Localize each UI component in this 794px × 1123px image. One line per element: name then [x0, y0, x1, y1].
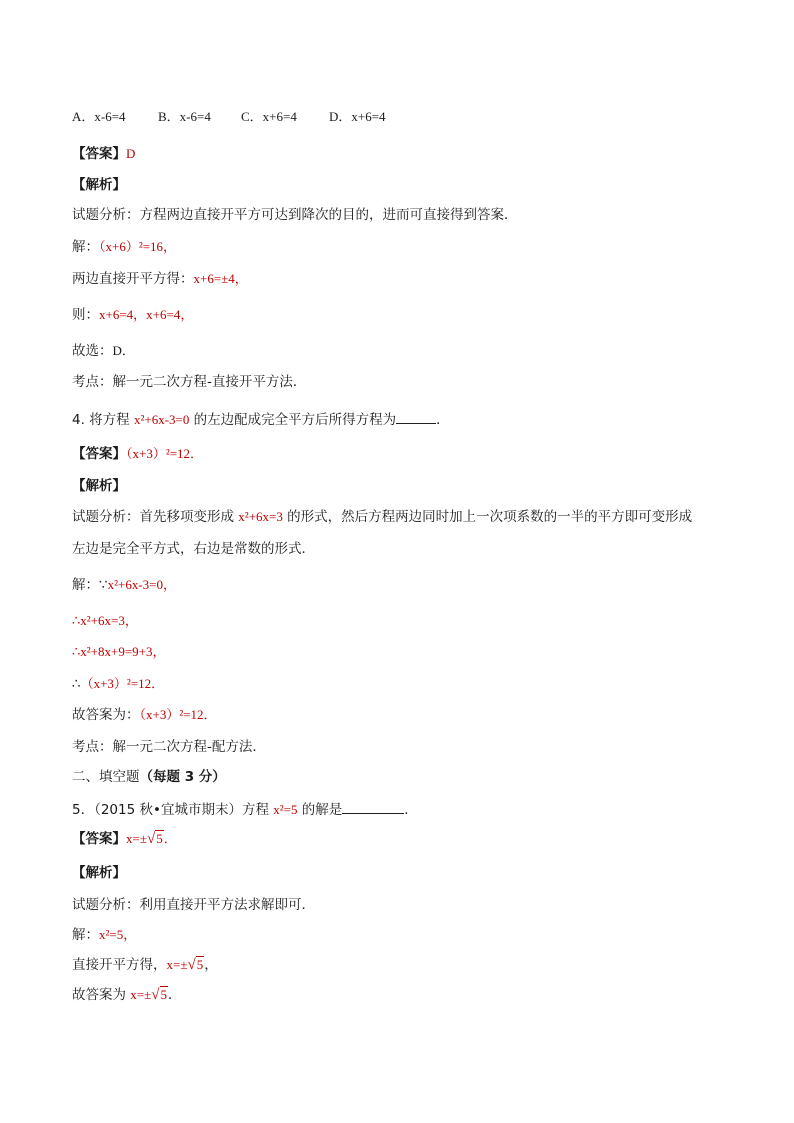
sqrt-symbol: √5 [151, 987, 167, 1003]
q4-answer-blank [396, 410, 436, 424]
answer-value: x=±√5． [126, 831, 177, 847]
q3-kaodian: 考点：解一元二次方程-直接开平方法． [72, 374, 307, 390]
section-title: 二、填空题（每题 3 分） [72, 769, 226, 785]
q4-solution-line-3: ∴x²+8x+9=9+3， [72, 644, 166, 659]
q4-analysis-tag: 【解析】 [72, 478, 126, 494]
q3-option-b: B．x-6=4 [158, 109, 211, 124]
q4-solution-line-1: 解：∵x²+6x-3=0， [72, 577, 176, 593]
q4-stem: 4. 将方程 x²+6x-3=0 的左边配成完全平方后所得方程为 ． [72, 412, 450, 428]
q4-answer-line [72, 445, 203, 463]
q3-option-c: C．x+6=4 [241, 109, 297, 124]
q4-final-line: 故答案为：（x+3）²=12． [72, 707, 217, 723]
q3-step1-line: 两边直接开平方得：x+6=±4， [72, 271, 248, 287]
q3-option-d: D．x+6=4 [329, 109, 386, 124]
q4-analysis-text-2: 左边是完全平方式，右边是常数的形式． [72, 541, 315, 557]
q5-stem: 5．（2015 秋•宜城市期末）方程 x²=5 的解是 ． [72, 802, 418, 818]
q3-option-a: A．x-6=4 [72, 109, 126, 124]
answer-value: D [126, 146, 136, 161]
q5-answer-blank [342, 800, 404, 814]
q5-answer-line [72, 830, 177, 848]
q5-final-line: 故答案为 x=±√5． [72, 987, 182, 1003]
answer-value: （x+3）²=12． [126, 446, 204, 461]
q3-answer-line [72, 145, 135, 163]
q4-kaodian: 考点：解一元二次方程-配方法． [72, 739, 266, 755]
q5-analysis-tag: 【解析】 [72, 865, 126, 881]
q5-step-line: 直接开平方得，x=±√5， [72, 957, 218, 973]
q3-step2-line: 则：x+6=4，x+6=4， [72, 307, 194, 323]
q3-solution-line: 解：（x+6）²=16， [72, 239, 177, 255]
answer-tag: 【答案】 [72, 146, 126, 162]
answer-tag: 【答案】 [72, 446, 126, 462]
q3-options-row [72, 108, 432, 126]
q4-analysis-text: 试题分析：首先移项变形成 x²+6x=3 的形式，然后方程两边同时加上一次项系数的一半的平方即可变形成 [72, 509, 693, 525]
q5-analysis-text: 试题分析：利用直接开平方法求解即可． [72, 897, 315, 913]
q4-solution-line-2: ∴x²+6x=3， [72, 613, 138, 628]
q4-solution-line-4: ∴（x+3）²=12． [72, 676, 165, 692]
q3-analysis-text: 试题分析：方程两边直接开平方可达到降次的目的，进而可直接得到答案． [72, 207, 518, 223]
q3-choose-line: 故选：D． [72, 343, 135, 359]
sqrt-symbol: √5 [146, 831, 163, 847]
q5-solution-line: 解：x²=5， [72, 927, 137, 943]
q3-analysis-tag: 【解析】 [72, 177, 126, 193]
sqrt-symbol: √5 [187, 957, 204, 973]
answer-tag: 【答案】 [72, 831, 126, 847]
